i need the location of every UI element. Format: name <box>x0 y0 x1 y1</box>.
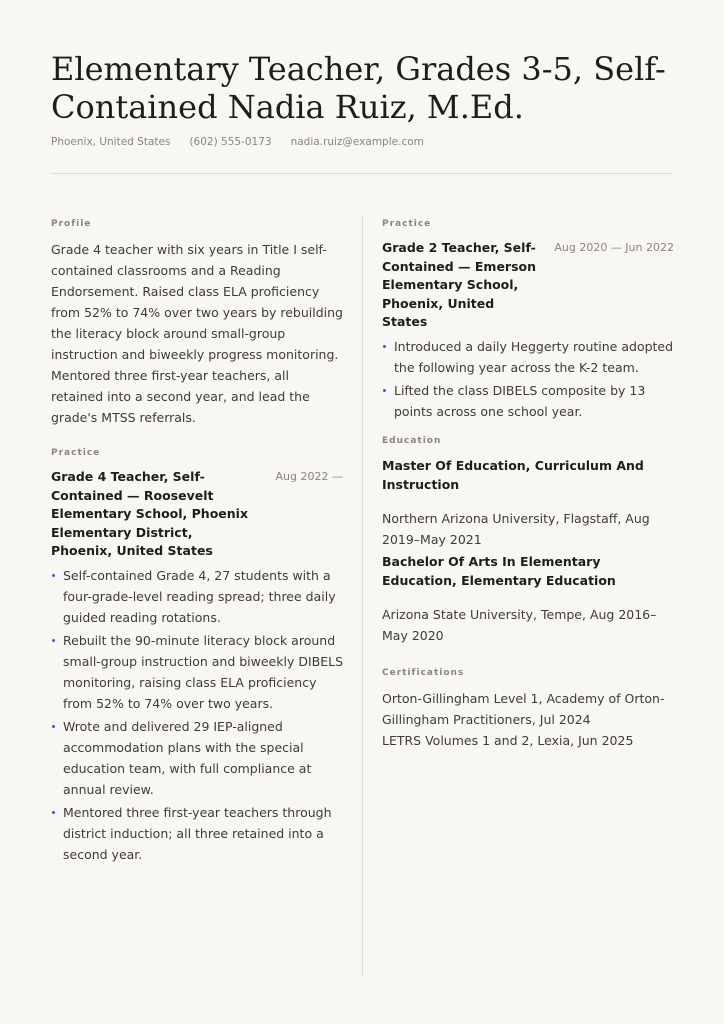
job-bullets <box>382 336 674 422</box>
bullet-dot-icon <box>52 639 55 642</box>
profile-section <box>51 219 343 428</box>
education-degree: Bachelor Of Arts In Elementary Education, Elementary Education <box>382 553 616 588</box>
practice-section-left <box>51 448 343 865</box>
bullet-item: Rebuilt the 90-minute literacy block around small-group instruction and biweekly DIBELS monitoring, raising class ELA proficiency from 52% to 74% over two years. <box>51 630 343 714</box>
certification-item: Orton-Gillingham Level 1, Academy of Orton-Gillingham Practitioners, Jul 2024 <box>382 690 665 727</box>
resume-title: Elementary Teacher, Grades 3-5, Self-Contained Nadia Ruiz, M.Ed. <box>51 50 666 126</box>
bullet-dot-icon <box>52 811 55 814</box>
right-column <box>382 219 674 751</box>
education-degree: Master Of Education, Curriculum And Instruction <box>382 457 644 492</box>
job-bullets <box>51 565 343 865</box>
bullet-item: Lifted the class DIBELS composite by 13 points across one school year. <box>382 380 674 422</box>
column-divider <box>362 216 363 976</box>
job-date: Aug 2020 — Jun 2022 <box>554 241 674 254</box>
profile-heading: Profile <box>51 219 92 229</box>
job-title: Grade 4 Teacher, Self-Contained — Roosevelt Elementary School, Phoenix Elementary District, Phoenix, United States <box>51 469 249 558</box>
bullet-dot-icon <box>52 725 55 728</box>
job-title: Grade 2 Teacher, Self-Contained — Emerson Elementary School, Phoenix, United States <box>382 240 537 329</box>
bullet-item: Introduced a daily Heggerty routine adopted the following year across the K-2 team. <box>382 336 674 378</box>
bullet-dot-icon <box>383 345 386 348</box>
practice-heading: Practice <box>382 219 432 229</box>
contact-line <box>51 136 424 148</box>
bullet-item: Wrote and delivered 29 IEP-aligned accommodation plans with the special education team, with full compliance at annual review. <box>51 716 343 800</box>
contact-email[interactable]: nadia.ruiz@example.com <box>290 136 424 148</box>
contact-location: Phoenix, United States <box>51 136 171 148</box>
job-date: Aug 2022 — <box>275 470 343 483</box>
education-heading: Education <box>382 435 442 446</box>
left-column <box>51 219 343 867</box>
education-school: Northern Arizona University, Flagstaff, Aug 2019–May 2021 <box>382 510 650 547</box>
education-section <box>382 436 674 646</box>
bullet-dot-icon <box>52 574 55 577</box>
job-header <box>51 468 343 561</box>
contact-phone: (602) 555-0173 <box>189 136 272 148</box>
bullet-item: Mentored three first-year teachers through district induction; all three retained into a second year. <box>51 802 343 865</box>
practice-heading: Practice <box>51 448 101 458</box>
profile-text: Grade 4 teacher with six years in Title I self-contained classrooms and a Reading Endorsement. Raised class ELA proficiency from 52% to 74% over two years by rebuilding the literacy block around small-group instruction and biweekly progress monitoring. Mentored three first-year teachers, all retained into a second year, and lead the grade's MTSS referrals. <box>51 242 343 425</box>
education-school: Arizona State University, Tempe, Aug 2016–May 2020 <box>382 606 657 643</box>
certifications-section <box>382 668 674 751</box>
certification-item: LETRS Volumes 1 and 2, Lexia, Jun 2025 <box>382 732 634 748</box>
job-header <box>382 239 674 332</box>
bullet-item: Self-contained Grade 4, 27 students with a four-grade-level reading spread; three daily guided reading rotations. <box>51 565 343 628</box>
header-divider <box>51 173 673 174</box>
practice-section-right <box>382 219 674 422</box>
certifications-heading: Certifications <box>382 667 465 678</box>
bullet-dot-icon <box>383 389 386 392</box>
